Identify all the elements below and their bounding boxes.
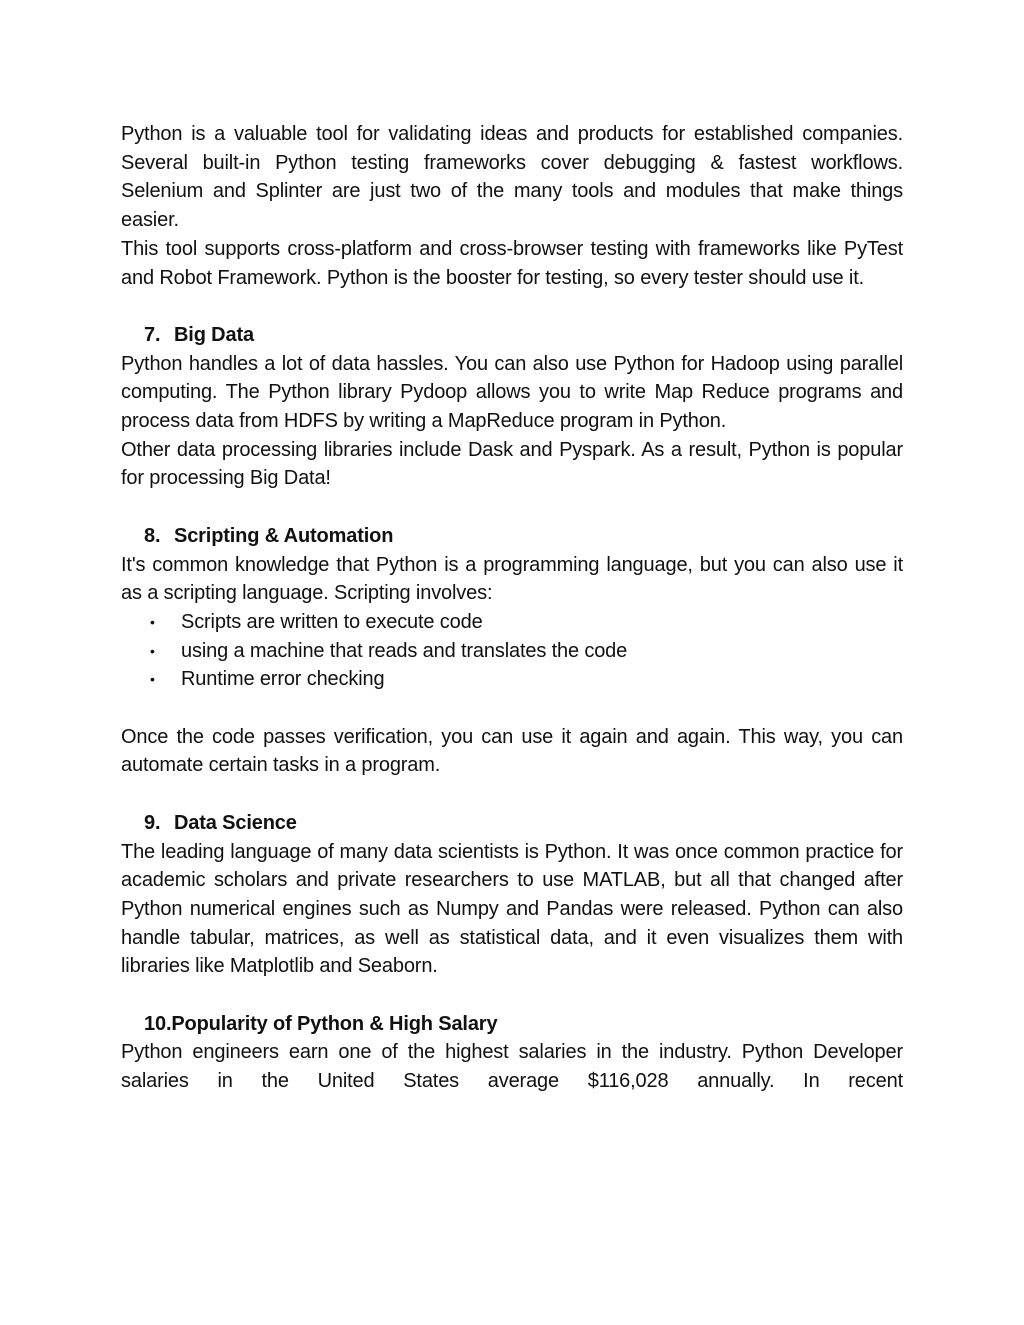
data-science-paragraph-1: The leading language of many data scientists is Python. It was once common practice for academic scholars and private researchers to use MATLAB, but all that changed after Python numerical engines such as Numpy and Pandas were released. Python can also handle tabular, matrices, as well as statistical data, and it even visualizes them with libraries like Matplotlib and Seaborn. (121, 840, 903, 978)
section-title: Scripting & Automation (174, 524, 394, 547)
section-heading-scripting (121, 522, 903, 551)
spacer (121, 981, 903, 1010)
section-heading-big-data (121, 321, 903, 350)
list-item-text: Scripts are written to execute code (181, 610, 483, 633)
section-title: Big Data (174, 323, 254, 346)
section-title: Popularity of Python & High Salary (171, 1012, 498, 1035)
list-item-text: using a machine that reads and translates the code (181, 639, 628, 662)
section-heading-data-science (121, 809, 903, 838)
intro-paragraph-2: This tool supports cross-platform and cross-browser testing with frameworks like PyTest and Robot Framework. Python is the booster for testing, so every tester should use it. (121, 237, 903, 289)
bullet-icon: • (150, 613, 155, 630)
section-heading-popularity (121, 1010, 903, 1039)
section-number: 9. (144, 811, 161, 834)
list-item (121, 665, 903, 694)
scripting-paragraph-2: Once the code passes verification, you can use it again and again. This way, you can automate certain tasks in a program. (121, 725, 903, 777)
section-number: 8. (144, 524, 161, 547)
spacer (121, 780, 903, 809)
list-item (121, 608, 903, 637)
spacer (121, 694, 903, 723)
spacer (121, 292, 903, 321)
list-item-text: Runtime error checking (181, 668, 385, 691)
list-item (121, 637, 903, 666)
spacer (121, 493, 903, 522)
section-number: 10. (144, 1012, 172, 1035)
section-title: Data Science (174, 811, 297, 834)
scripting-bullet-list (121, 608, 903, 694)
big-data-paragraph-1: Python handles a lot of data hassles. You can also use Python for Hadoop using parallel computing. The Python library Pydoop allows you to write Map Reduce programs and process data from HDFS by writing a MapReduce program in Python. (121, 352, 903, 433)
document-page (121, 120, 903, 1096)
big-data-paragraph-2: Other data processing libraries include Dask and Pyspark. As a result, Python is popular for processing Big Data! (121, 438, 903, 490)
section-number: 7. (144, 323, 161, 346)
intro-paragraph-1: Python is a valuable tool for validating ideas and products for established companies. Several built-in Python testing frameworks cover debugging & fastest workflows. Selenium and Splinter are just two of the many tools and modules that make things easier. (121, 123, 903, 232)
bullet-icon: • (150, 671, 155, 688)
bullet-icon: • (150, 642, 155, 659)
popularity-paragraph-1: Python engineers earn one of the highest salaries in the industry. Python Developer salaries in the United States average $116,028 annually. In recent (121, 1041, 903, 1093)
scripting-paragraph-1: It's common knowledge that Python is a programming language, but you can also use it as a scripting language. Scripting involves: (121, 553, 903, 605)
